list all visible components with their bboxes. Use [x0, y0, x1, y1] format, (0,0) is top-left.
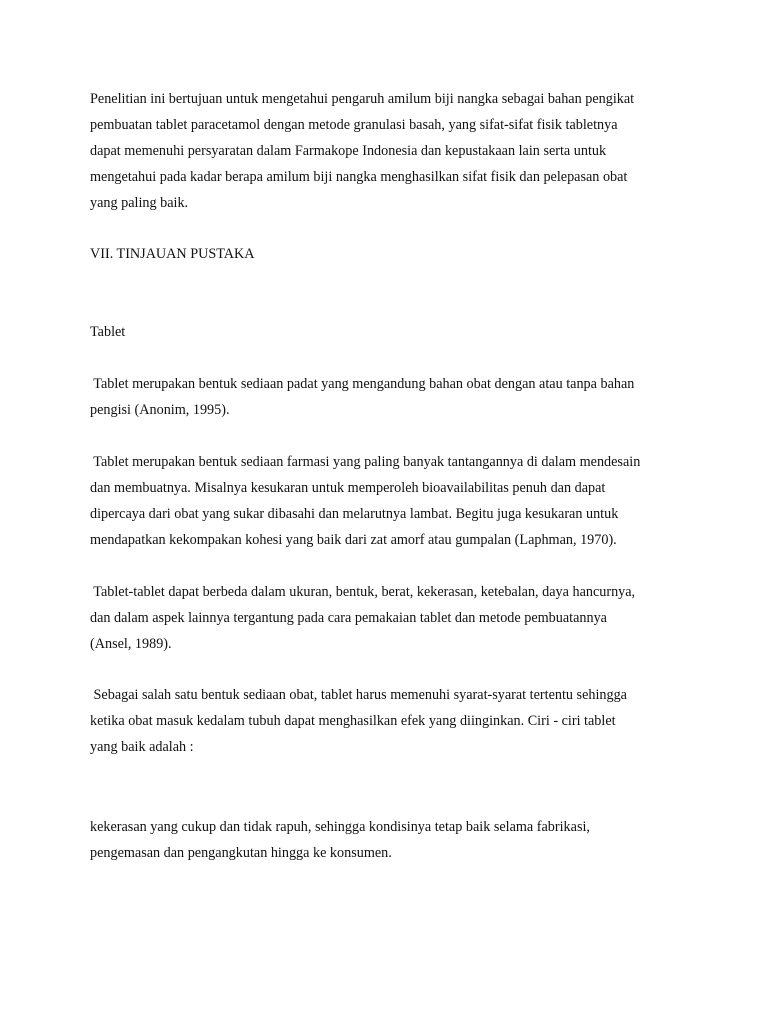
body-text-line: mendapatkan kekompakan kohesi yang baik dari zat amorf atau gumpalan (Laphman, 1970).	[90, 532, 617, 548]
body-text-line: dipercaya dari obat yang sukar dibasahi dan melarutnya lambat. Begitu juga kesukaran untuk	[90, 506, 619, 522]
body-text-line: yang paling baik.	[90, 195, 189, 211]
body-text-line: pengemasan dan pengangkutan hingga ke konsumen.	[90, 845, 392, 861]
body-text-line: pengisi (Anonim, 1995).	[90, 402, 230, 418]
body-text-line: Tablet-tablet dapat berbeda dalam ukuran, bentuk, berat, kekerasan, ketebalan, daya hancurnya,	[90, 584, 636, 600]
body-text-line: dan membuatnya. Misalnya kesukaran untuk memperoleh bioavailabilitas penuh dan dapat	[90, 480, 606, 496]
subsection-heading: Tablet	[90, 324, 126, 340]
body-text-line: ketika obat masuk kedalam tubuh dapat menghasilkan efek yang diinginkan. Ciri - ciri tablet	[90, 713, 616, 729]
body-text-line: (Ansel, 1989).	[90, 636, 172, 652]
body-text-line: pembuatan tablet paracetamol dengan metode granulasi basah, yang sifat-sifat fisik tabletnya	[90, 117, 618, 133]
body-text-line: dan dalam aspek lainnya tergantung pada cara pemakaian tablet dan metode pembuatannya	[90, 610, 607, 626]
body-text-line: Tablet merupakan bentuk sediaan farmasi yang paling banyak tantangannya di dalam mendesain	[90, 454, 641, 470]
body-text-line: mengetahui pada kadar berapa amilum biji nangka menghasilkan sifat fisik dan pelepasan obat	[90, 169, 628, 185]
body-text-line: Sebagai salah satu bentuk sediaan obat, tablet harus memenuhi syarat-syarat tertentu sehingga	[90, 687, 627, 703]
body-text-line: yang baik adalah :	[90, 739, 194, 755]
body-text-line: kekerasan yang cukup dan tidak rapuh, sehingga kondisinya tetap baik selama fabrikasi,	[90, 819, 590, 835]
body-text-line: dapat memenuhi persyaratan dalam Farmakope Indonesia dan kepustakaan lain serta untuk	[90, 143, 607, 159]
section-heading: VII. TINJAUAN PUSTAKA	[90, 246, 255, 262]
body-text-line: Tablet merupakan bentuk sediaan padat yang mengandung bahan obat dengan atau tanpa bahan	[90, 376, 635, 392]
body-text-line: Penelitian ini bertujuan untuk mengetahui pengaruh amilum biji nangka sebagai bahan pengikat	[90, 91, 635, 107]
